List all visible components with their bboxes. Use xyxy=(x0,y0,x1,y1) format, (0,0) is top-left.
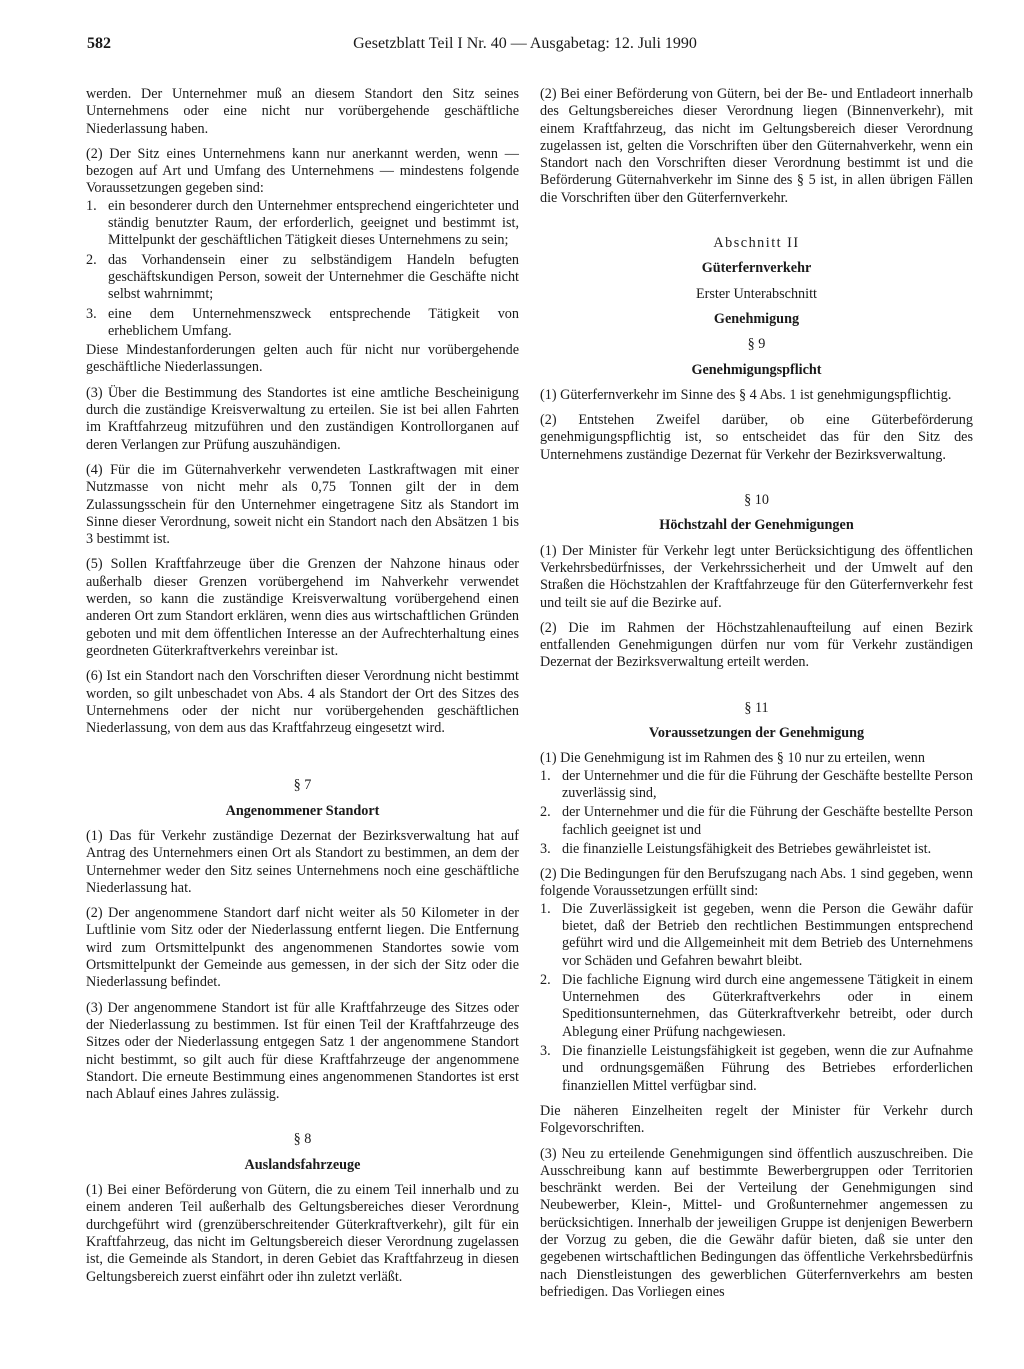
paragraph: (1) Der Minister für Verkehr legt unter Berücksichtigung des öffentlichen Verkehrsbedürfnisses, der Verkehrssicherheit und der Umwelt auf den Straßen die Höchstzahlen der Kraftfahrzeuge für den Güterfernverkehr fest und teilt sie auf die Bezirke auf. xyxy=(540,542,973,611)
paragraph: (2) Der Sitz eines Unternehmens kann nur anerkannt werden, wenn — bezogen auf Art und Umfang des Unternehmens — mindestens folgende Voraussetzungen gegeben sind: xyxy=(86,145,519,197)
list-text: ein besonderer durch den Unternehmer entsprechend eingerichteter und ständig benutzter Raum, der erforderlich, geeignet und bestimmt ist, Mittelpunkt der geschäftlichen Tätigkeit dieses Unternehmens zu sein; xyxy=(108,197,519,249)
section-number: § 10 xyxy=(744,492,769,509)
list-text: Die finanzielle Leistungsfähigkeit ist gegeben, wenn die zur Aufnahme und ordnungsgemäßen Führung des Betriebes erforderlichen finanziellen Mittel verfügbar sind. xyxy=(562,1043,973,1094)
page-number: 582 xyxy=(87,35,111,52)
paragraph: (6) Ist ein Standort nach den Vorschriften dieser Verordnung nicht bestimmt worden, so gilt unbeschadet von Abs. 4 als Standort der Ort des Sitzes des Unternehmens oder der nicht nur vorübergehenden geschäftlichen Niederlassung, von dem aus das Kraftfahrzeug eingesetzt wird. xyxy=(86,668,519,737)
paragraph: (2) Die Bedingungen für den Berufszugang nach Abs. 1 sind gegeben, wenn folgende Voraussetzungen erfüllt sind: xyxy=(540,866,973,900)
list-item xyxy=(540,901,973,970)
paragraph: (3) Neu zu erteilende Genehmigungen sind öffentlich auszuschreiben. Die Ausschreibung kann auf bestimmte Bewerbergruppen oder Territorien beschränkt werden. Bei der Verteilung der Genehmigungen sind Neubewerber, Klein-, Mittel- und Großunternehmer angemessen zu berücksichtigen. Innerhalb der jeweiligen Gruppe ist denjenigen Bewerbern der Vorzug zu geben, die die Gewähr dafür bieten, daß sie unter den gegebenen wirtschaftlichen Bedingungen das öffentliche Verkehrsbedürfnis nach Dienstleistungen des gewerblichen Güterfernverkehrs am besten befriedigen. Das Vorliegen eines xyxy=(540,1145,973,1300)
list-number: 1. xyxy=(86,197,97,214)
section-number: § 11 xyxy=(744,699,769,716)
paragraph: (5) Sollen Kraftfahrzeuge über die Grenzen der Nahzone hinaus oder außerhalb dieser Grenzen vorübergehend im Nahverkehr verwendet werden, so kann die zuständige Kreisverwaltung vorübergehend einen anderen Ort zum Standort erklären, wenn dies aus wirtschaftlichen Gründen geboten und mit dem öffentlichen Interesse an der Aufrechterhaltung eines geordneten Güterkraftverkehrs vereinbar ist. xyxy=(86,556,519,659)
paragraph: (1) Güterfernverkehr im Sinne des § 4 Abs. 1 ist genehmigungspflichtig. xyxy=(540,386,952,403)
list-number: 2. xyxy=(540,804,551,821)
list-item xyxy=(540,841,973,858)
list-text: die finanzielle Leistungsfähigkeit des Betriebes gewährleistet ist. xyxy=(562,840,932,857)
section-number: § 9 xyxy=(747,336,766,353)
section-title: Angenommener Standort xyxy=(225,802,380,819)
section-number: § 7 xyxy=(293,777,312,794)
paragraph: (1) Bei einer Beförderung von Gütern, die zu einem Teil innerhalb und zu einem anderen Teil außerhalb des Geltungsbereiches dieser Verordnung durchgeführt wird (grenzüberschreitender Güterkraftverkehr), gilt für ein Kraftfahrzeug, das nicht im Geltungsbereich dieser Verordnung zugelassen ist, die Gemeinde als Standort, in deren Gebiet das Kraftfahrzeug in diesen Geltungsbereich zuerst einfährt oder ihn zuletzt verläßt. xyxy=(86,1182,519,1285)
list-item xyxy=(86,252,519,304)
list-text: Die fachliche Eignung wird durch eine angemessene Tätigkeit in einem Unternehmen des Güterkraftverkehrs oder in einem Speditionsunternehmen, das Güterkraftverkehr betreibt, oder durch Ablegung einer Prüfung nachgewiesen. xyxy=(562,971,973,1040)
list-item xyxy=(540,1043,973,1095)
list-number: 3. xyxy=(86,305,97,322)
list-number: 3. xyxy=(540,1043,551,1060)
paragraph: (2) Der angenommene Standort darf nicht weiter als 50 Kilometer in der Luftlinie vom Sitz oder der Niederlassung entfernt liegen. Die Entfernung wird zum Ortsmittelpunkt des angenommenen Standortes sowie vom Ortsmittelpunkt der Gemeinde aus gemessen, in der sich der Sitz oder die Niederlassung befindet. xyxy=(86,905,519,991)
list-text: der Unternehmer und die für die Führung der Geschäfte bestellte Person zuverlässig sind, xyxy=(562,767,973,801)
list-text: der Unternehmer und die für die Führung der Geschäfte bestellte Person fachlich geeignet ist und xyxy=(562,804,973,838)
unterabschnitt-title: Genehmigung xyxy=(713,310,800,327)
list-number: 1. xyxy=(540,900,551,917)
paragraph: werden. Der Unternehmer muß an diesem Standort den Sitz seines Unternehmens oder eine nicht nur vorübergehende geschäftliche Niederlassung haben. xyxy=(86,86,519,137)
paragraph: (3) Über die Bestimmung des Standortes ist eine amtliche Bescheinigung durch die zuständige Kreisverwaltung zu erteilen. Sie ist bei allen Fahrten im Kraftfahrzeug mitzuführen und den zuständigen Kontrollorganen auf deren Verlangen zur Prüfung auszuhändigen. xyxy=(86,384,519,453)
paragraph: (1) Das für Verkehr zuständige Dezernat der Bezirksverwaltung hat auf Antrag des Unternehmers einen Ort als Standort zu bestimmen, an dem der Unternehmer weder den Sitz seines Unternehmens noch eine geschäftliche Niederlassung hat. xyxy=(86,827,519,896)
list-number: 3. xyxy=(540,840,551,857)
list-number: 2. xyxy=(540,971,551,988)
paragraph: (4) Für die im Güternahverkehr verwendeten Lastkraftwagen mit einer Nutzmasse von nicht mehr als 0,75 Tonnen gilt der in dem Zulassungsschein für den Unternehmer eingetragene Sitz als Standort im Sinne dieser Verordnung, soweit nicht ein Standort nach den Absätzen 1 bis 3 bestimmt ist. xyxy=(86,461,519,548)
section-number: § 8 xyxy=(293,1131,312,1148)
section-title: Höchstzahl der Genehmigungen xyxy=(659,517,854,534)
list-number: 2. xyxy=(86,251,97,268)
section-title: Auslandsfahrzeuge xyxy=(244,1156,361,1173)
list-item xyxy=(540,768,973,803)
list-number: 1. xyxy=(540,767,551,784)
list-text: das Vorhandensein einer zu selbständigem Handeln befugten geschäftskundigen Person, soweit der Unternehmer die Geschäfte nicht selbst wahrnimmt; xyxy=(108,251,519,303)
abschnitt-heading: Abschnitt II xyxy=(713,235,800,252)
section-title: Genehmigungspflicht xyxy=(691,361,822,378)
paragraph: (2) Bei einer Beförderung von Gütern, bei der Be- und Entladeort innerhalb des Geltungsbereiches dieser Verordnung liegen (Binnenverkehr), mit einem Kraftfahrzeug, das nicht im Geltungsbereich dieser Verordnung zugelassen ist, gelten die Vorschriften über den Güternahverkehr, wenn ein Standort nach den Vorschriften dieser Verordnung bestimmt ist und die Beförderung Güternahverkehr im Sinne des § 5 ist, in allen übrigen Fällen die Vorschriften über den Güterfernverkehr. xyxy=(540,86,973,206)
list-item xyxy=(540,972,973,1041)
paragraph: (3) Der angenommene Standort ist für alle Kraftfahrzeuge des Sitzes oder der Niederlassung zu bestimmen. Ist für einen Teil der Kraftfahrzeuge des Sitzes oder der Niederlassung entgegen Satz 1 der angenommene Standort nicht bestimmt, so gilt auch für diese Kraftfahrzeuge der angenommene Standort. Die erneute Bestimmung eines angenommenen Standortes ist erst nach Ablauf eines Jahres zulässig. xyxy=(86,999,519,1103)
section-title: Voraussetzungen der Genehmigung xyxy=(648,725,865,742)
paragraph: Die näheren Einzelheiten regelt der Minister für Verkehr durch Folgevorschriften. xyxy=(540,1102,973,1137)
paragraph: (1) Die Genehmigung ist im Rahmen des § 10 nur zu erteilen, wenn xyxy=(540,750,925,767)
running-head: Gesetzblatt Teil I Nr. 40 — Ausgabetag: 12. Juli 1990 xyxy=(353,35,697,52)
list-item xyxy=(86,198,519,250)
list-item xyxy=(540,804,973,839)
paragraph: (2) Entstehen Zweifel darüber, ob eine Güterbeförderung genehmigungspflichtig ist, so entscheidet das für den Sitz des Unternehmens zuständige Dezernat für Verkehr der Bezirksverwaltung. xyxy=(540,412,973,463)
unterabschnitt-heading: Erster Unterabschnitt xyxy=(696,285,817,302)
paragraph: (2) Die im Rahmen der Höchstzahlenaufteilung auf einen Bezirk entfallenden Genehmigungen dürfen nur vom für Verkehr zuständigen Dezernat der Bezirksverwaltung erteilt werden. xyxy=(540,619,973,671)
left-column xyxy=(86,86,519,1294)
list-text: Die Zuverlässigkeit ist gegeben, wenn die Person die Gewähr dafür bietet, daß der Betrieb den rechtlichen Bestimmungen entsprechend geführt wird und die Allgemeinheit mit dem Betrieb des Unternehmens vor Schäden und Gefahren bewahrt bleibt. xyxy=(562,900,973,969)
list-item xyxy=(86,306,519,341)
paragraph: Diese Mindestanforderungen gelten auch für nicht nur vorübergehende geschäftliche Niederlassungen. xyxy=(86,342,519,376)
abschnitt-title: Güterfernverkehr xyxy=(701,260,812,277)
right-column xyxy=(540,86,973,1301)
list-text: eine dem Unternehmenszweck entsprechende Tätigkeit von erheblichem Umfang. xyxy=(108,305,519,339)
